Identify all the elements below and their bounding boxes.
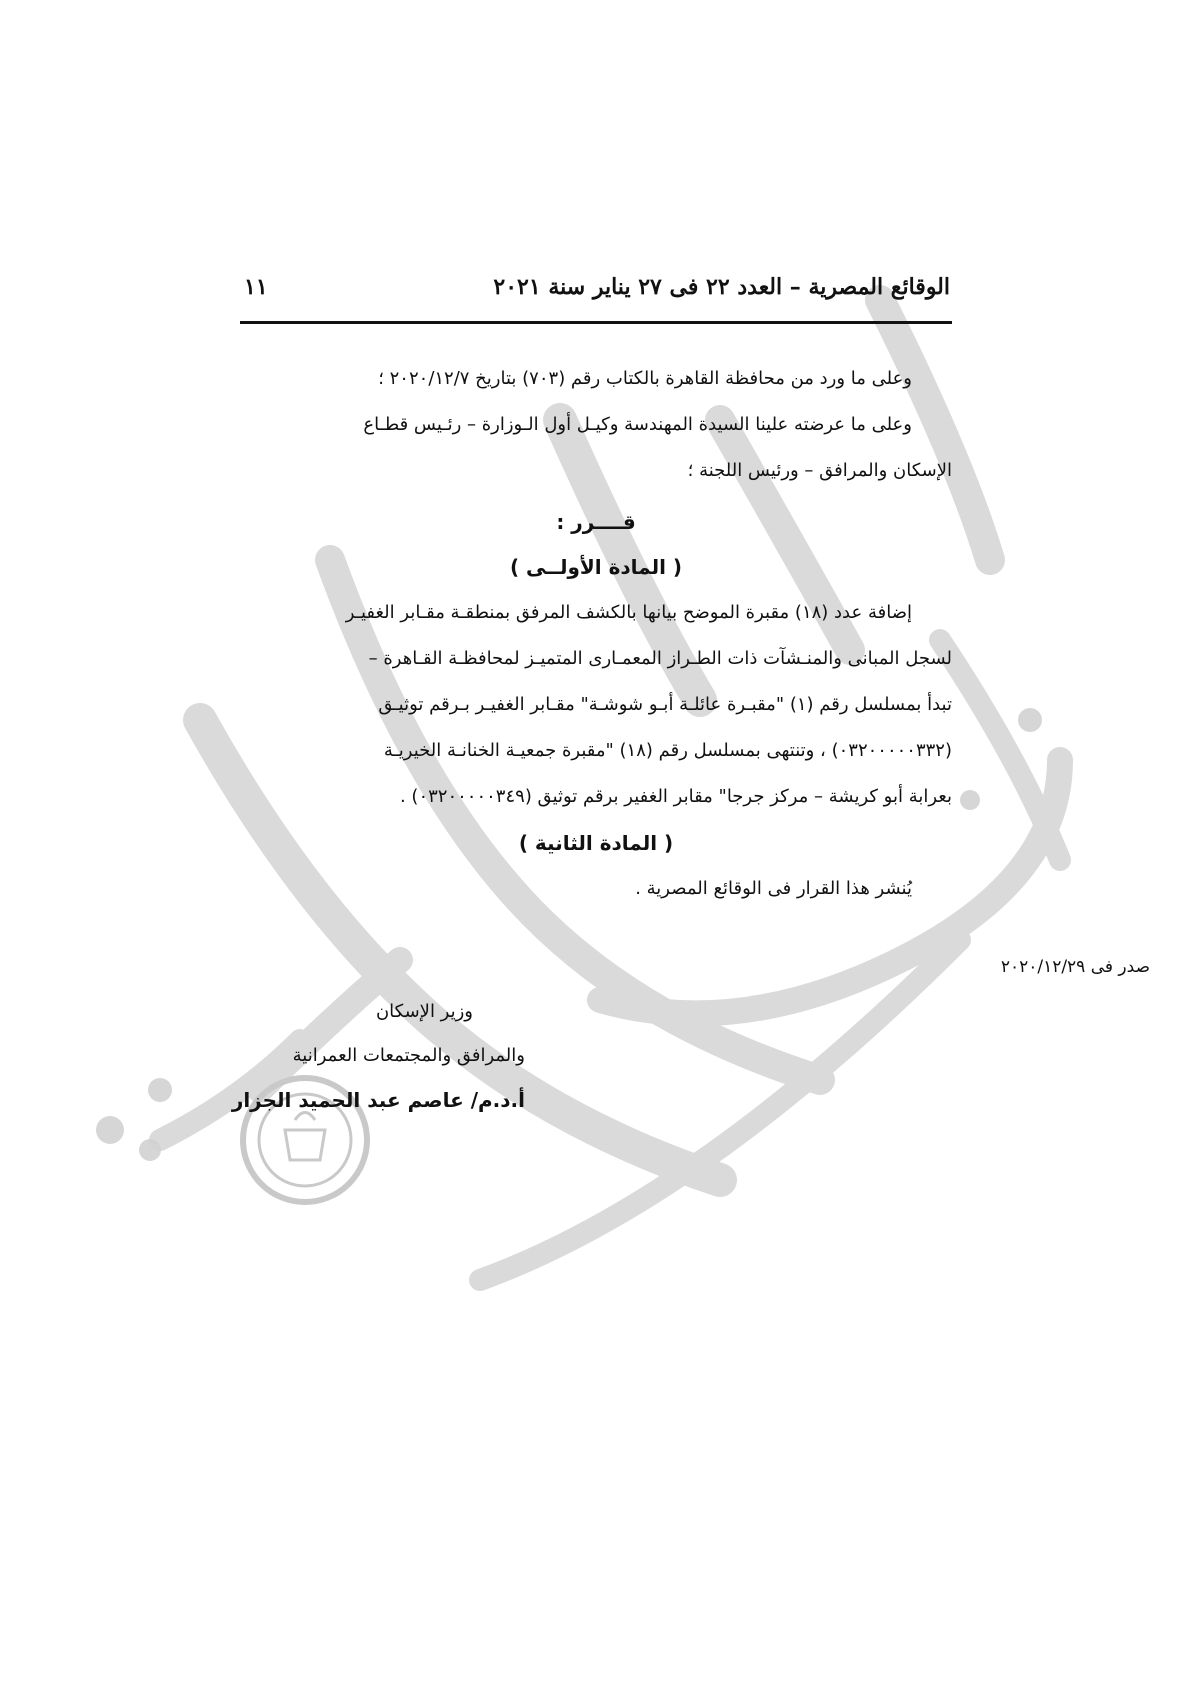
minister-title-line-1: وزير الإسكان xyxy=(375,1001,473,1022)
preamble-line: الإسكان والمرافق – ورئيس اللجنة ؛ xyxy=(687,460,952,481)
page-header xyxy=(240,270,950,310)
minister-name: أ.د.م/ عاصم عبد الحميد الجزار xyxy=(231,1088,525,1112)
article-1-line: (٠٣٢٠٠٠٠٠٣٣٢) ، وتنتهى بمسلسل رقم (١٨) "مقبرة جمعيـة الخنانـة الخيريـة xyxy=(383,740,952,761)
issued-date: صدر فى ٢٠٢٠/١٢/٢٩ xyxy=(1000,957,1150,977)
preamble-line: وعلى ما عرضته علينا السيدة المهندسة وكيـل أول الـوزارة – رئـيس قطـاع xyxy=(363,414,912,435)
article-2-text: يُنشر هذا القرار فى الوقائع المصرية . xyxy=(635,878,912,899)
preamble-line: وعلى ما ورد من محافظة القاهرة بالكتاب رقم (٧٠٣) بتاريخ ٢٠٢٠/١٢/٧ ؛ xyxy=(378,368,912,389)
article-1-line: لسجل المبانى والمنـشآت ذات الطـراز المعمـارى المتميـز لمحافظـة القـاهرة – xyxy=(368,648,952,669)
document-body xyxy=(240,356,952,912)
article-1-line: إضافة عدد (١٨) مقبرة الموضح بيانها بالكشف المرفق بمنطقـة مقـابر الغفيـر xyxy=(345,602,912,623)
article-1-heading: ( المادة الأولــى ) xyxy=(509,555,683,579)
article-1-line: تبدأ بمسلسل رقم (١) "مقبـرة عائلـة أبـو شوشـة" مقـابر الغفيـر بـرقم توثيـق xyxy=(378,694,952,715)
minister-title-line-2: والمرافق والمجتمعات العمرانية xyxy=(292,1045,525,1066)
page-number: ١١ xyxy=(244,274,268,300)
article-2-heading: ( المادة الثانية ) xyxy=(518,831,674,855)
signature-block xyxy=(231,990,525,1122)
article-1-line: بعرابة أبو كريشة – مركز جرجا" مقابر الغفير برقم توثيق (٠٣٢٠٠٠٠٠٣٤٩) . xyxy=(399,786,952,807)
gazette-title: الوقائع المصرية – العدد ٢٢ فى ٢٧ يناير سنة ٢٠٢١ xyxy=(493,274,950,300)
header-divider xyxy=(240,321,952,324)
decision-heading: قــــرر : xyxy=(556,510,636,534)
